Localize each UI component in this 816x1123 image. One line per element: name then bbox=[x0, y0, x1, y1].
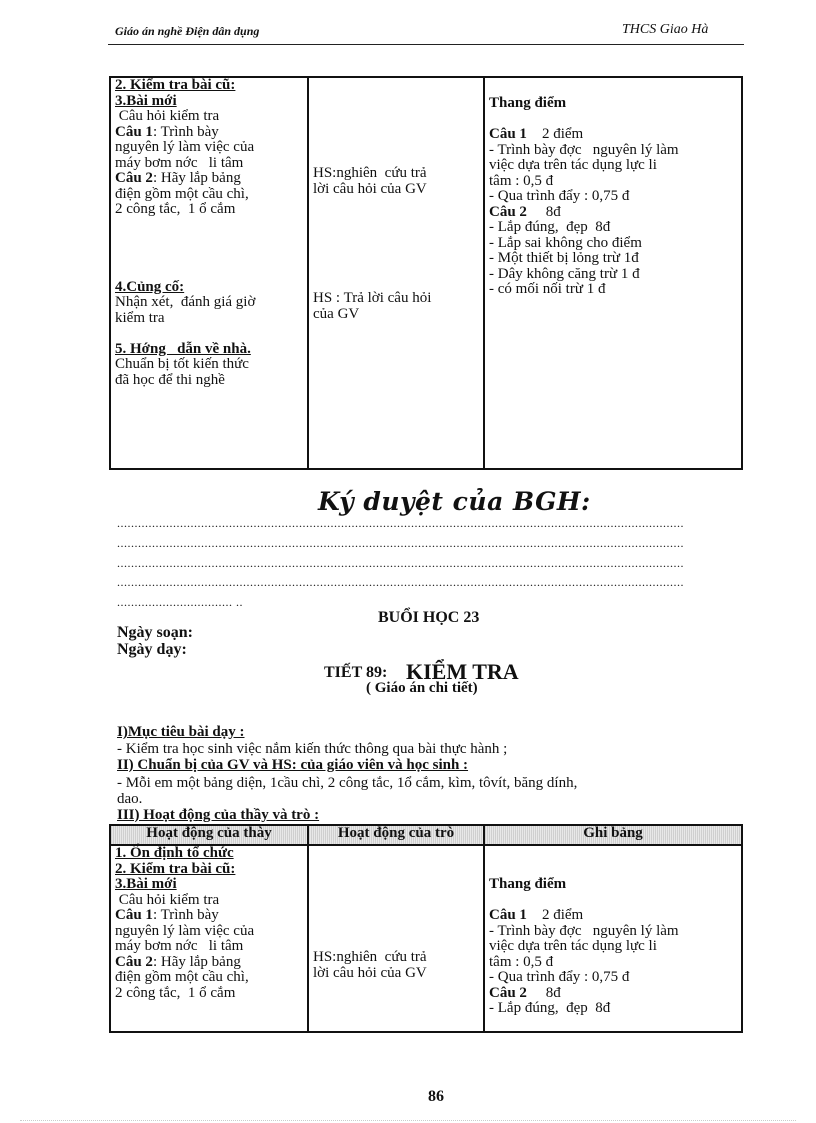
cell-line bbox=[489, 143, 737, 159]
lesson-title: KIỂM TRA bbox=[406, 659, 519, 684]
cell-line bbox=[115, 955, 303, 971]
cell-line-text: 2 công tắc, 1 ổ cắm bbox=[115, 984, 236, 1001]
preparation-text: - Mỗi em một bảng diện, 1cầu chì, 2 công tắc, 1ổ cắm, kìm, tôvít, băng dính, bbox=[117, 775, 578, 791]
cell-line-text: Thang điểm bbox=[489, 876, 567, 892]
cell-line-text: - Lắp sai không cho điểm bbox=[489, 234, 642, 251]
page-number: 86 bbox=[428, 1088, 444, 1105]
cell-line bbox=[115, 970, 303, 986]
cell-line bbox=[115, 326, 303, 342]
col-header-teacher: Hoạt động của thày bbox=[110, 825, 308, 845]
cell-line: của GV bbox=[313, 305, 360, 322]
cell-line bbox=[489, 955, 737, 971]
cell-line-text: 1. Ổn định tổ chức bbox=[115, 845, 234, 861]
dotted-line: .................................................................................................................................................................. bbox=[117, 556, 684, 570]
cell-line-text: kiểm tra bbox=[115, 309, 165, 326]
cell-line-text: 3.Bài mới bbox=[115, 876, 177, 892]
t2-teacher-cell bbox=[110, 845, 308, 1032]
cell-line-text: máy bơm nớc li tâm bbox=[115, 154, 244, 171]
cell-line bbox=[489, 893, 737, 909]
cell-line bbox=[115, 264, 303, 280]
cell-line-text: Câu 1 bbox=[489, 907, 527, 923]
cell-line bbox=[489, 1001, 737, 1017]
cell-line bbox=[489, 908, 737, 924]
cell-line bbox=[115, 342, 303, 358]
cell-line-text: - Trình bày đợc nguyên lý làm bbox=[489, 922, 679, 939]
cell-line-rest: 8đ bbox=[526, 984, 561, 1001]
cell-line: lời câu hỏi của GV bbox=[313, 964, 427, 981]
header-right: THCS Giao Hà bbox=[622, 22, 709, 37]
cell-line-text: - có mối nối trừ 1 đ bbox=[489, 281, 606, 297]
cell-line bbox=[489, 939, 737, 955]
cell-line-rest: : Hãy lắp bảng bbox=[152, 170, 241, 186]
cell-line bbox=[489, 986, 737, 1002]
cell-line-text: 4.Củng cố: bbox=[115, 278, 185, 295]
cell-line-rest: 8đ bbox=[526, 203, 561, 220]
cell-line-text: Câu 1 bbox=[115, 907, 153, 923]
cell-line bbox=[489, 189, 737, 205]
prep-date-label: Ngày soạn: bbox=[117, 624, 194, 641]
cell-line-text: - Qua trình đẩy : 0,75 đ bbox=[489, 188, 630, 204]
cell-line-text: 2. Kiểm tra bài cũ: bbox=[115, 860, 236, 877]
cell-line bbox=[115, 311, 303, 327]
cell-line: HS : Trả lời câu hỏi bbox=[313, 290, 432, 306]
preparation-text-cont: dao. bbox=[117, 791, 143, 807]
cell-line-rest: : Hãy lắp bảng bbox=[152, 953, 241, 970]
cell-line bbox=[115, 877, 303, 893]
objectives-text: - Kiểm tra học sinh việc nắm kiến thức thông qua bài thực hành ; bbox=[117, 741, 508, 757]
dotted-line: .................................................................................................................................................................. bbox=[117, 575, 684, 589]
cell-line-text: máy bơm nớc li tâm bbox=[115, 938, 244, 954]
cell-line bbox=[115, 893, 303, 909]
section-preparation: II) Chuẩn bị của GV và HS: của giáo viên và học sinh : bbox=[117, 757, 469, 773]
cell-line bbox=[115, 862, 303, 878]
cell-line-text: Chuẩn bị tốt kiến thức bbox=[115, 356, 249, 372]
col-header-student: Hoạt động của trò bbox=[308, 825, 484, 845]
cell-line bbox=[489, 267, 737, 283]
cell-line bbox=[115, 125, 303, 141]
cell-line-text: điện gồm một cầu chì, bbox=[115, 969, 249, 985]
cell-line-text: - Lắp đúng, đẹp 8đ bbox=[489, 1000, 611, 1016]
cell-line-text: - Dây không căng trừ 1 đ bbox=[489, 265, 640, 282]
lesson-table-2 bbox=[109, 824, 743, 1033]
section-objectives: I)Mục tiêu bài dạy : bbox=[117, 724, 245, 740]
col-header-board: Ghi bảng bbox=[484, 825, 742, 845]
cell-line-text: Câu 2 bbox=[489, 984, 527, 1001]
cell-line-text: tâm : 0,5 đ bbox=[489, 953, 554, 970]
cell-line bbox=[115, 939, 303, 955]
cell-line-text: đã học để thi nghề bbox=[115, 371, 225, 388]
cell-line-text: Câu hỏi kiểm tra bbox=[115, 891, 220, 908]
t2-board-cell bbox=[484, 845, 742, 1032]
cell-line-rest: 2 điểm bbox=[526, 126, 584, 142]
cell-line bbox=[115, 78, 303, 94]
cell-line-text: 2 công tắc, 1 ổ cắm bbox=[115, 201, 236, 217]
cell-line bbox=[489, 846, 737, 862]
cell-line-text: Câu 2 bbox=[115, 953, 153, 970]
lesson-number: TIẾT 89: bbox=[324, 664, 388, 681]
cell-line-text: - Một thiết bị lỏng trừ 1đ bbox=[489, 250, 639, 266]
dotted-line: .................................................................................................................................................................. bbox=[117, 516, 684, 530]
cell-line-text: Câu hỏi kiểm tra bbox=[115, 108, 220, 124]
cell-line bbox=[489, 158, 737, 174]
cell-line bbox=[115, 156, 303, 172]
cell-line: lời câu hỏi của GV bbox=[313, 180, 427, 197]
cell-line bbox=[489, 112, 737, 128]
cell-line bbox=[115, 187, 303, 203]
cell-line-text: 3.Bài mới bbox=[115, 92, 177, 109]
t1-student-cell bbox=[308, 77, 484, 469]
t2-student-cell bbox=[308, 845, 484, 1032]
section-activities: III) Hoạt động của thầy và trò : bbox=[117, 807, 320, 823]
cell-line-rest: 2 điểm bbox=[526, 907, 584, 923]
cell-line bbox=[489, 205, 737, 221]
cell-line bbox=[489, 96, 737, 112]
header-left: Giáo án nghề Điện dân dụng bbox=[115, 24, 260, 38]
cell-line bbox=[115, 171, 303, 187]
cell-line bbox=[115, 924, 303, 940]
cell-line bbox=[115, 280, 303, 296]
cell-line bbox=[489, 220, 737, 236]
page-footer-divider bbox=[20, 1120, 796, 1121]
teach-date-label: Ngày dạy: bbox=[117, 641, 187, 658]
cell-line bbox=[489, 877, 737, 893]
cell-line bbox=[115, 233, 303, 249]
lesson-table-1 bbox=[109, 76, 743, 470]
dotted-line: .................................................................................................................................................................. bbox=[117, 536, 684, 550]
cell-line bbox=[115, 140, 303, 156]
cell-line-text: 2. Kiểm tra bài cũ: bbox=[115, 77, 236, 93]
cell-line bbox=[115, 218, 303, 234]
cell-line-text: Câu 2 bbox=[115, 170, 153, 186]
signature-heading: Ký duyệt của BGH: bbox=[318, 487, 591, 516]
cell-line bbox=[489, 236, 737, 252]
t1-board-cell bbox=[484, 77, 742, 469]
cell-line bbox=[489, 862, 737, 878]
cell-line bbox=[115, 295, 303, 311]
cell-line-text: việc dựa trên tác dụng lực li bbox=[489, 938, 657, 954]
cell-line-rest: : Trình bày bbox=[152, 123, 219, 140]
cell-line-text: Nhận xét, đánh giá giờ bbox=[115, 294, 256, 310]
cell-line-text: nguyên lý làm việc của bbox=[115, 139, 255, 155]
t1-teacher-cell bbox=[110, 77, 308, 469]
cell-line-text: nguyên lý làm việc của bbox=[115, 922, 255, 939]
cell-line: HS:nghiên cứu trả bbox=[313, 949, 427, 965]
lesson-subtitle: ( Giáo án chi tiết) bbox=[366, 680, 478, 696]
cell-line-text: 5. Hớng dẫn về nhà. bbox=[115, 340, 251, 357]
cell-line bbox=[115, 846, 303, 862]
cell-line-text: Câu 1 bbox=[489, 126, 527, 142]
cell-line bbox=[115, 94, 303, 110]
cell-line-text: - Trình bày đợc nguyên lý làm bbox=[489, 141, 679, 158]
cell-line bbox=[115, 908, 303, 924]
cell-line-text: Câu 1 bbox=[115, 123, 153, 140]
dotted-line: ................................. .. bbox=[117, 595, 243, 609]
cell-line-rest: : Trình bày bbox=[152, 907, 219, 923]
cell-line bbox=[115, 986, 303, 1002]
cell-line-text: Câu 2 bbox=[489, 203, 527, 220]
cell-line-text: Thang điểm bbox=[489, 95, 567, 111]
cell-line bbox=[115, 357, 303, 373]
cell-line-text: điện gồm một cầu chì, bbox=[115, 185, 249, 202]
cell-line bbox=[115, 109, 303, 125]
cell-line bbox=[489, 970, 737, 986]
cell-line bbox=[489, 174, 737, 190]
session-title: BUỔI HỌC 23 bbox=[378, 609, 480, 626]
cell-line bbox=[489, 127, 737, 143]
cell-line: HS:nghiên cứu trả bbox=[313, 165, 427, 181]
cell-line-text: - Qua trình đẩy : 0,75 đ bbox=[489, 969, 630, 985]
cell-line bbox=[489, 282, 737, 298]
cell-line-text: tâm : 0,5 đ bbox=[489, 172, 554, 189]
cell-line bbox=[115, 249, 303, 265]
cell-line bbox=[115, 373, 303, 389]
cell-line-text: việc dựa trên tác dụng lực li bbox=[489, 157, 657, 173]
cell-line bbox=[489, 924, 737, 940]
cell-line bbox=[115, 202, 303, 218]
cell-line-text: - Lắp đúng, đẹp 8đ bbox=[489, 219, 611, 235]
cell-line bbox=[489, 251, 737, 267]
header-divider bbox=[108, 44, 744, 45]
